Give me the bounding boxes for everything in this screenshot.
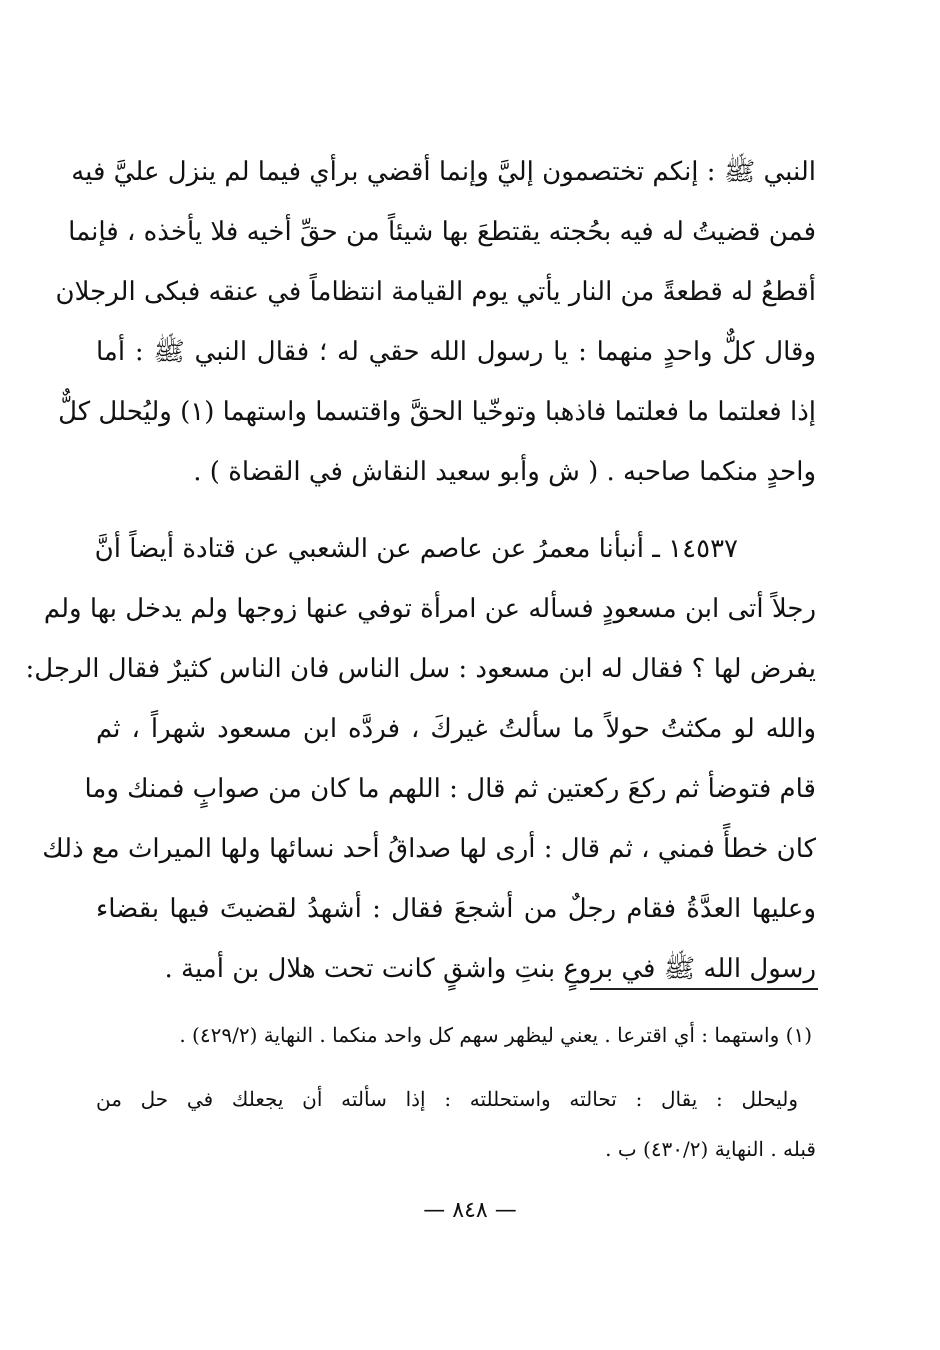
text-line: يفرض لها ؟ فقال له ابن مسعود : سل الناس فان الناس كثيرٌ فقال الرجل: [25,654,816,684]
text-line: واحدٍ منكما صاحبه . ( ش وأبو سعيد النقاش في القضاة ) . [193,457,816,487]
text-line: فمن قضيتُ له فيه بحُجته يقتطعَ بها شيئاً من حقِّ أخيه فلا يأخذه ، فإنما [68,217,816,247]
text-line: والله لو مكثتُ حولاً ما سألتُ غيركَ ، فردَّه ابن مسعود شهراً ، ثم [96,714,816,744]
text-line: إذا فعلتما ما فعلتما فاذهبا وتوخّيا الحقَّ واقتسما واستهما (١) وليُحلل كلٌّ [58,397,816,427]
text-line: كان خطأً فمني ، ثم قال : أرى لها صداقُ أحد نسائها ولها الميراث مع ذلك [42,834,816,864]
page-number: — ٨٤٨ — [423,1198,517,1223]
paragraph-1 [55,142,816,502]
paragraph-gap [96,502,816,519]
footnote-line: (١) واستهما : أي اقترعا . يعني ليظهر سهم كل واحد منكما . النهاية (٤٢٩/٢) . [179,1023,812,1047]
text-line: وقال كلٌّ واحدٍ منهما : يا رسول الله حقي له ؛ فقال النبي ﷺ : أما [96,337,816,367]
footnote-divider [590,988,818,990]
text-line: قام فتوضأ ثم ركعَ ركعتين ثم قال : اللهم ما كان من صوابٍ فمنك وما [84,774,816,804]
paragraph-2 [25,519,816,999]
footnote-gap [96,1060,816,1074]
main-text [25,142,816,999]
footnote-2 [96,1074,816,1174]
text-line: رسول الله ﷺ في بروعٍ بنتِ واشقٍ كانت تحت هلال بن أمية . [164,954,816,984]
text-line: النبي ﷺ : إنكم تختصمون إليَّ وإنما أقضي برأي فيما لم ينزل عليَّ فيه [71,157,816,187]
footnotes [96,1010,816,1174]
footnote-1 [96,1010,816,1060]
text-line: ١٤٥٣٧ ـ أنبأنا معمرُ عن عاصم عن الشعبي عن قتادة أيضاً أنَّ [94,534,738,564]
text-line: رجلاً أتى ابن مسعودٍ فسأله عن امرأة توفي عنها زوجها ولم يدخل بها ولم [43,594,816,624]
footnote-line: وليحلل : يقال : تحالته واستحللته : إذا سألته أن يجعلك في حل من [96,1087,798,1111]
text-line: وعليها العدَّةُ فقام رجلٌ من أشجعَ فقال : أشهدُ لقضيتَ فيها بقضاء [96,894,816,924]
footnote-line: قبله . النهاية (٤٣٠/٢) ب . [605,1137,816,1161]
text-line: أقطعُ له قطعةً من النار يأتي يوم القيامة انتظاماً في عنقه فبكى الرجلان [55,277,816,307]
